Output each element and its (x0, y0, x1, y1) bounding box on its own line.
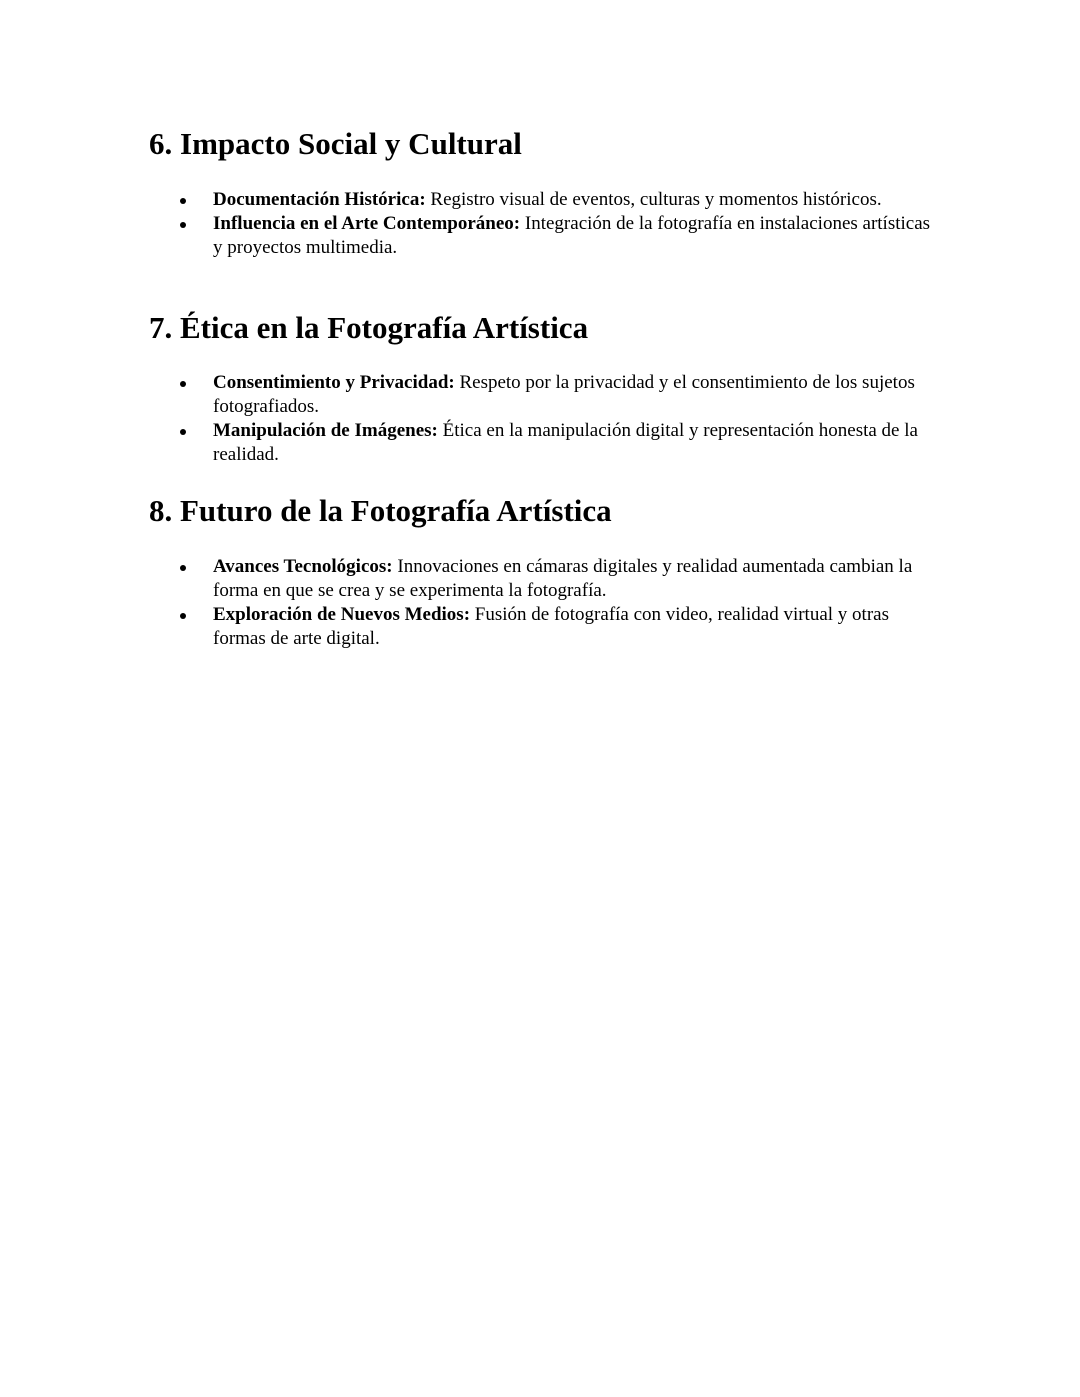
list-item (149, 419, 939, 467)
item-text: Integración de la fotografía en instalaciones artísticas y proyectos multimedia. (213, 213, 931, 258)
list-item (149, 212, 939, 260)
list-item (149, 371, 939, 419)
item-text: Registro visual de eventos, culturas y momentos históricos. (425, 189, 882, 210)
section-futuro (149, 493, 949, 649)
bullet-icon (180, 381, 186, 387)
list-item (149, 603, 939, 651)
bullet-icon (180, 198, 186, 204)
bullet-icon (180, 222, 186, 228)
item-term: Manipulación de Imágenes: (213, 420, 438, 441)
item-text: Ética en la manipulación digital y representación honesta de la realidad. (213, 420, 918, 465)
section-etica (149, 310, 949, 465)
list-item (149, 555, 939, 603)
bullet-list (149, 371, 939, 467)
section-title: 7. Ética en la Fotografía Artística (149, 310, 589, 345)
list-item (149, 188, 939, 212)
item-term: Exploración de Nuevos Medios: (213, 604, 471, 625)
section-impacto-social (149, 126, 949, 258)
item-text: Respeto por la privacidad y el consentimiento de los sujetos fotografiados. (213, 372, 915, 417)
bullet-icon (180, 613, 186, 619)
item-term: Documentación Histórica: (213, 189, 426, 210)
bullet-list (149, 555, 939, 651)
bullet-list (149, 188, 939, 260)
item-term: Influencia en el Arte Contemporáneo: (213, 213, 521, 234)
section-title: 8. Futuro de la Fotografía Artística (149, 493, 612, 528)
bullet-icon (180, 565, 186, 571)
item-text: Innovaciones en cámaras digitales y realidad aumentada cambian la forma en que se crea y se experimenta la fotografía. (213, 556, 913, 601)
item-text: Fusión de fotografía con video, realidad virtual y otras formas de arte digital. (213, 604, 889, 649)
item-term: Avances Tecnológicos: (213, 556, 393, 577)
bullet-icon (180, 429, 186, 435)
item-term: Consentimiento y Privacidad: (213, 372, 455, 393)
section-title: 6. Impacto Social y Cultural (149, 126, 522, 161)
